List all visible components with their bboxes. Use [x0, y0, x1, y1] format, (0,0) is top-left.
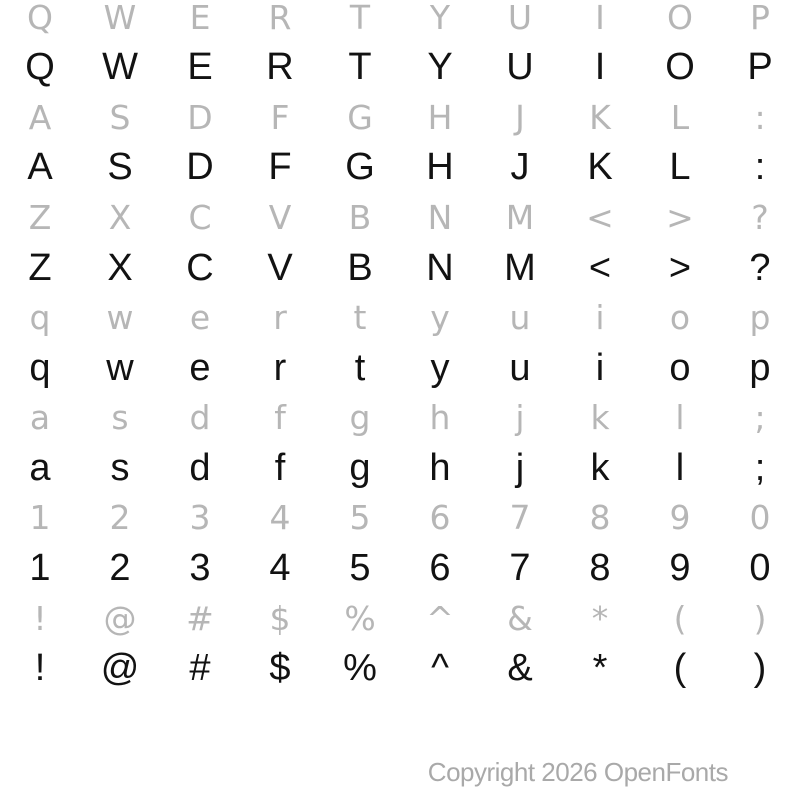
glyph-cell: #	[186, 598, 214, 638]
glyph-cell: W	[102, 46, 138, 89]
glyph-cell: V	[267, 246, 293, 289]
glyph-cell: H	[427, 97, 453, 137]
glyph-cell: f	[274, 446, 286, 489]
glyph-row-symbols-reference	[0, 593, 800, 643]
glyph-cell: ?	[749, 246, 771, 289]
glyph-cell: 4	[269, 547, 291, 590]
glyph-cell: y	[430, 346, 450, 389]
glyph-cell: I	[594, 46, 606, 89]
glyph-cell: 8	[589, 498, 611, 538]
glyph-cell: s	[111, 398, 129, 438]
glyph-row-lowercase-top-specimen	[0, 343, 800, 393]
glyph-cell: t	[354, 346, 366, 389]
copyright-watermark: Copyright 2026 OpenFonts	[427, 757, 728, 787]
glyph-cell: O	[665, 46, 695, 89]
glyph-cell: 1	[29, 547, 51, 590]
glyph-cell: 0	[749, 498, 771, 538]
glyph-cell: 9	[669, 547, 691, 590]
glyph-cell: D	[187, 97, 213, 137]
glyph-cell: o	[669, 298, 691, 338]
glyph-cell: a	[29, 398, 51, 438]
glyph-row-uppercase-top-specimen	[0, 42, 800, 92]
glyph-cell: <	[588, 246, 612, 289]
glyph-cell: t	[353, 298, 367, 338]
glyph-cell: G	[345, 146, 375, 189]
glyph-cell: s	[110, 446, 130, 489]
glyph-cell: ^	[426, 598, 454, 638]
glyph-cell: K	[587, 146, 613, 189]
glyph-cell: k	[590, 446, 610, 489]
glyph-cell: )	[753, 647, 767, 690]
glyph-cell: i	[595, 298, 605, 338]
glyph-row-uppercase-home-specimen	[0, 142, 800, 192]
glyph-row-lowercase-home-reference	[0, 393, 800, 443]
glyph-cell: h	[429, 446, 451, 489]
glyph-cell: S	[107, 146, 133, 189]
glyph-cell: l	[675, 398, 685, 438]
glyph-cell: P	[747, 46, 773, 89]
glyph-cell: !	[33, 598, 47, 638]
glyph-cell: R	[266, 46, 294, 89]
glyph-cell: 6	[429, 547, 451, 590]
glyph-cell: 4	[269, 498, 291, 538]
glyph-cell: !	[34, 647, 46, 690]
glyph-cell: Z	[28, 197, 52, 237]
glyph-cell: r	[273, 346, 287, 389]
glyph-row-uppercase-top-reference	[0, 0, 800, 42]
glyph-cell: Z	[28, 246, 52, 289]
glyph-cell: l	[675, 446, 685, 489]
glyph-cell: H	[426, 146, 454, 189]
glyph-cell: U	[506, 46, 534, 89]
glyph-cell: *	[591, 598, 609, 638]
glyph-row-lowercase-home-specimen	[0, 443, 800, 493]
glyph-cell: Y	[427, 46, 453, 89]
glyph-row-digits-reference	[0, 493, 800, 543]
glyph-cell: C	[186, 246, 214, 289]
glyph-cell: #	[189, 647, 211, 690]
glyph-cell: :	[754, 146, 766, 189]
glyph-cell: j	[515, 398, 525, 438]
glyph-cell: %	[343, 647, 377, 690]
glyph-cell: &	[507, 647, 533, 690]
glyph-cell: K	[589, 97, 611, 137]
glyph-cell: 8	[589, 547, 611, 590]
glyph-cell: T	[348, 46, 372, 89]
glyph-cell: ;	[754, 446, 766, 489]
glyph-cell: k	[590, 398, 610, 438]
glyph-cell: $	[269, 598, 291, 638]
glyph-cell: B	[347, 246, 373, 289]
glyph-cell: V	[268, 197, 292, 237]
glyph-cell: ;	[754, 398, 766, 438]
glyph-cell: 9	[669, 498, 691, 538]
glyph-cell: >	[668, 246, 692, 289]
glyph-cell: T	[349, 0, 371, 37]
glyph-cell: (	[673, 647, 687, 690]
glyph-cell: q	[29, 298, 51, 338]
glyph-cell: u	[509, 298, 531, 338]
glyph-cell: N	[426, 246, 454, 289]
glyph-cell: g	[349, 446, 371, 489]
glyph-cell: *	[592, 647, 608, 690]
glyph-cell: X	[107, 246, 133, 289]
glyph-cell: M	[504, 246, 536, 289]
glyph-cell: >	[666, 197, 694, 237]
glyph-row-digits-specimen	[0, 543, 800, 593]
glyph-cell: p	[749, 346, 771, 389]
glyph-cell: ?	[751, 197, 769, 237]
glyph-cell: E	[189, 0, 211, 37]
glyph-cell: w	[106, 346, 134, 389]
glyph-cell: E	[187, 46, 213, 89]
glyph-cell: F	[268, 146, 292, 189]
glyph-cell: 2	[109, 547, 131, 590]
glyph-cell: <	[586, 197, 614, 237]
glyph-cell: @	[103, 598, 137, 638]
glyph-cell: e	[189, 298, 211, 338]
glyph-cell: )	[753, 598, 767, 638]
glyph-cell: &	[507, 598, 533, 638]
glyph-cell: 3	[189, 498, 211, 538]
glyph-cell: o	[669, 346, 691, 389]
glyph-cell: O	[667, 0, 693, 37]
glyph-row-lowercase-top-reference	[0, 293, 800, 343]
glyph-cell: g	[349, 398, 371, 438]
glyph-cell: d	[189, 446, 211, 489]
glyph-row-symbols-specimen	[0, 643, 800, 693]
glyph-cell: u	[509, 346, 531, 389]
glyph-cell: 6	[429, 498, 451, 538]
glyph-cell: Q	[25, 46, 55, 89]
glyph-row-uppercase-home-reference	[0, 92, 800, 142]
glyph-cell: Y	[429, 0, 451, 37]
glyph-cell: i	[595, 346, 605, 389]
glyph-cell: 7	[509, 498, 531, 538]
glyph-cell: 0	[749, 547, 771, 590]
glyph-cell: q	[29, 346, 51, 389]
glyph-cell: I	[595, 0, 605, 37]
glyph-cell: r	[273, 298, 287, 338]
glyph-cell: 2	[109, 498, 131, 538]
glyph-cell: Q	[27, 0, 53, 37]
glyph-cell: J	[510, 146, 530, 189]
glyph-cell: C	[188, 197, 212, 237]
glyph-cell: L	[670, 97, 690, 137]
glyph-cell: R	[268, 0, 292, 37]
glyph-cell: A	[27, 146, 53, 189]
glyph-cell: L	[669, 146, 691, 189]
glyph-cell: w	[106, 298, 134, 338]
glyph-cell: @	[100, 647, 140, 690]
glyph-cell: P	[750, 0, 770, 37]
glyph-cell: B	[348, 197, 372, 237]
glyph-cell: p	[749, 298, 771, 338]
glyph-cell: d	[189, 398, 211, 438]
glyph-cell: S	[109, 97, 131, 137]
glyph-cell: ^	[431, 647, 449, 690]
glyph-cell: h	[429, 398, 451, 438]
glyph-cell: D	[186, 146, 214, 189]
glyph-cell: F	[270, 97, 290, 137]
glyph-cell: j	[515, 446, 525, 489]
glyph-cell: f	[274, 398, 286, 438]
glyph-cell: 5	[349, 498, 371, 538]
glyph-cell: W	[103, 0, 137, 37]
glyph-cell: e	[189, 346, 211, 389]
glyph-cell: U	[507, 0, 533, 37]
glyph-row-uppercase-bottom-reference	[0, 192, 800, 242]
glyph-cell: :	[754, 97, 766, 137]
glyph-cell: 3	[189, 547, 211, 590]
glyph-cell: M	[505, 197, 535, 237]
glyph-cell: X	[108, 197, 132, 237]
glyph-cell: N	[427, 197, 453, 237]
glyph-cell: 7	[509, 547, 531, 590]
glyph-cell: %	[344, 598, 376, 638]
glyph-cell: A	[28, 97, 52, 137]
glyph-cell: a	[29, 446, 51, 489]
glyph-cell: $	[269, 647, 291, 690]
glyph-cell: (	[673, 598, 687, 638]
glyph-cell: y	[430, 298, 450, 338]
glyph-cell: 5	[349, 547, 371, 590]
glyph-cell: J	[515, 97, 525, 137]
glyph-row-uppercase-bottom-specimen	[0, 242, 800, 292]
glyph-cell: 1	[29, 498, 51, 538]
glyph-cell: G	[347, 97, 373, 137]
